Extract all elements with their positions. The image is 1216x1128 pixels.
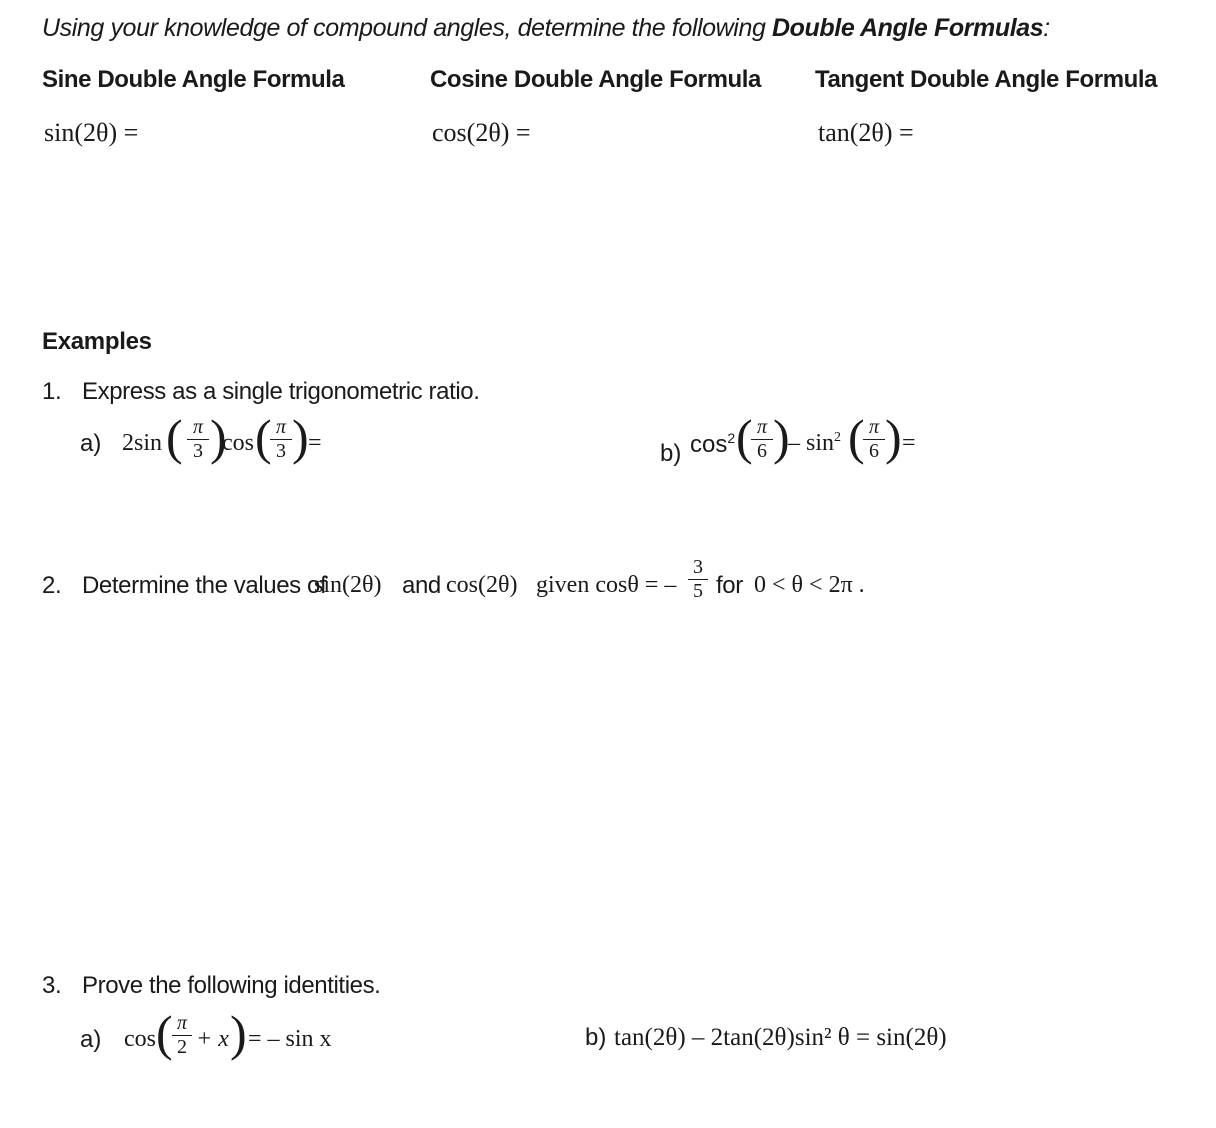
q1b-rparen2: ) <box>885 409 902 465</box>
q1b-lparen1: ( <box>736 409 753 465</box>
q1b-frac2-den: 6 <box>869 440 879 462</box>
examples-title: Examples <box>42 328 152 355</box>
q2-and: and <box>402 572 441 599</box>
q3-number: 3. <box>42 972 62 999</box>
q2-cos2theta: cos(2θ) <box>446 572 518 598</box>
cosine-formula: cos(2θ) = <box>432 118 531 147</box>
q1b-frac2-num: π <box>868 416 880 438</box>
q1b-frac1-den: 6 <box>757 440 767 462</box>
tangent-heading: Tangent Double Angle Formula <box>815 66 1158 93</box>
q3b-label: b) <box>585 1024 607 1051</box>
q2-text: Determine the values of <box>82 572 327 599</box>
q1-number: 1. <box>42 378 62 405</box>
q1a-rparen2: ) <box>292 409 309 465</box>
q3a-rparen: ) <box>230 1005 247 1061</box>
q1b-frac2 <box>863 416 885 463</box>
q1a-lparen1: ( <box>166 409 183 465</box>
q1b-lparen2: ( <box>848 409 865 465</box>
sine-formula: sin(2θ) = <box>44 118 139 147</box>
q1a-equals: = <box>308 430 322 456</box>
q1a-frac2-den: 3 <box>276 440 286 462</box>
q1b-sin: – $\sin^2$ <box>788 430 842 456</box>
q3b-identity: tan(2θ) – 2tan(2θ)sin² θ = sin(2θ) <box>614 1024 947 1051</box>
q1a-rparen1: ) <box>210 409 227 465</box>
q1b-frac1-num: π <box>756 416 768 438</box>
q1-text: Express as a single trigonometric ratio. <box>82 378 480 405</box>
cosine-heading: Cosine Double Angle Formula <box>430 66 762 93</box>
q3a-cos: cos <box>124 1026 156 1052</box>
q1a-label: a) <box>80 430 102 457</box>
q2-sin2theta: sin(2θ) <box>314 572 382 598</box>
q1a-frac1-den: 3 <box>193 440 203 462</box>
q3a-lparen: ( <box>156 1005 173 1061</box>
q2-number: 2. <box>42 572 62 599</box>
intro-instruction: Using your knowledge of compound angles, determine the following Double Angle Formulas: <box>42 14 1050 42</box>
q1a-frac1 <box>187 416 209 463</box>
q1a-frac2-num: π <box>275 416 287 438</box>
q2-range: 0 < θ < 2π . <box>754 572 865 598</box>
q3a-frac-den: 2 <box>177 1036 187 1058</box>
q1b-rparen1: ) <box>773 409 790 465</box>
q1b-equals: = <box>902 430 916 456</box>
q1a-cos: cos <box>222 430 254 456</box>
q3a-plus-x: + x <box>196 1026 229 1052</box>
q1a-lparen2: ( <box>255 409 272 465</box>
q2-frac-den: 5 <box>693 580 703 602</box>
q1b-label: b) <box>660 440 682 467</box>
q2-given: given cosθ = – <box>536 572 677 598</box>
sine-heading: Sine Double Angle Formula <box>42 66 345 93</box>
q3a-frac-num: π <box>176 1012 188 1034</box>
q1a-coef: 2sin <box>122 430 163 456</box>
tangent-formula: tan(2θ) = <box>818 118 914 147</box>
q3a-rhs: = – sin x <box>248 1026 332 1052</box>
q3a-fraction <box>172 1012 192 1059</box>
q2-for: for <box>716 572 743 599</box>
q2-fraction <box>688 556 708 603</box>
q3-text: Prove the following identities. <box>82 972 381 999</box>
q2-frac-num: 3 <box>693 556 703 578</box>
q1a-frac2 <box>270 416 292 463</box>
q3a-label: a) <box>80 1026 102 1053</box>
q1b-frac1 <box>751 416 773 463</box>
q1a-frac1-num: π <box>192 416 204 438</box>
q1b-cos: $\cos^2$ <box>690 430 736 458</box>
